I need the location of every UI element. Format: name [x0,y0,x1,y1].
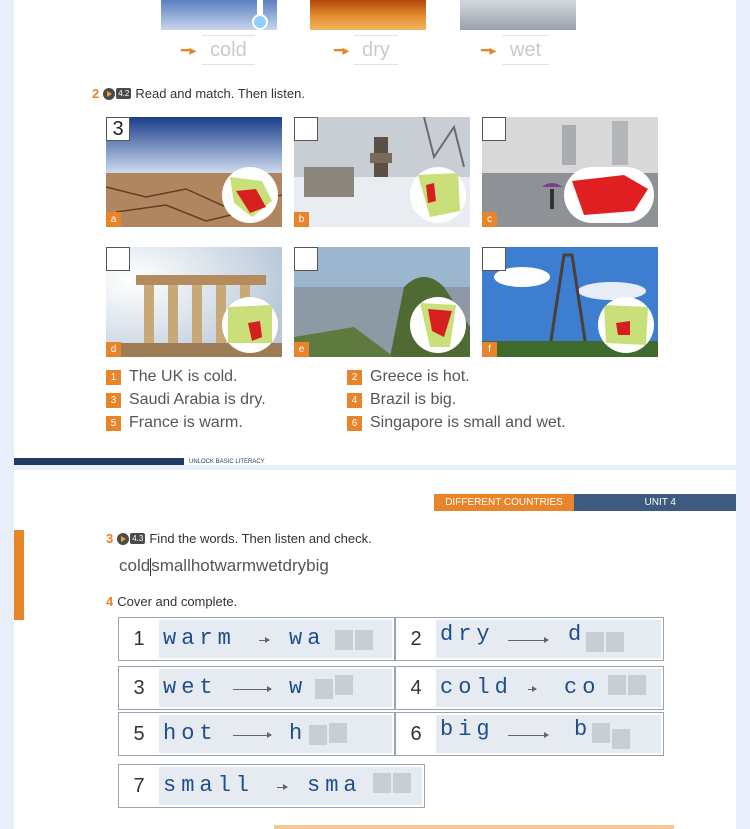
item-number: 3 [133,677,145,699]
full-word: warm [163,626,236,651]
full-word: big [440,717,495,742]
arrow-icon [508,640,548,641]
sentence-6: 6 Singapore is small and wet. [347,414,566,432]
blank-box[interactable] [586,632,604,652]
workbook-page-top [14,0,736,465]
word-snake-rest: smallhotwarmwetdrybig [151,556,329,575]
word-snake [119,556,329,576]
blank-box[interactable] [335,630,353,650]
item-number: 7 [133,775,145,797]
exercise-4-heading [106,594,237,609]
section-title: DIFFERENT COUNTRIES [434,494,574,511]
photo-f-france [482,247,658,357]
answer-box[interactable] [482,117,506,141]
exercise-instruction: Find the words. Then listen and check. [149,531,372,546]
audio-icon[interactable]: 4.2 [103,88,131,100]
photo-b-uk-snow [294,117,470,227]
cover-item-1 [118,617,395,661]
unit-header [434,494,736,511]
partial-word: b [574,717,593,742]
blank-box[interactable] [315,679,333,699]
exercise-instruction: Cover and complete. [117,594,238,609]
exercise-3-heading [106,531,372,546]
top-word-cold: cold [202,35,255,65]
sentence-2: 2 Greece is hot. [347,368,470,386]
arrow-icon: ━▸ [481,42,497,58]
top-word-wet: wet [502,35,549,65]
workbook-page-bottom [14,470,736,829]
item-number: 5 [133,723,145,745]
blank-box[interactable] [592,723,610,743]
photo-letter: c [482,212,497,227]
cold-photo [161,0,277,30]
exercise-number: 3 [106,531,114,546]
map-greece [222,297,278,353]
photo-letter: b [294,212,309,227]
footer-text: UNLOCK BASIC LITERACY [189,459,265,465]
full-word: cold [440,675,513,700]
blank-box[interactable] [612,729,630,749]
answer-box[interactable] [106,247,130,271]
sentence-1: 1 The UK is cold. [106,368,237,386]
audio-icon[interactable]: 4.3 [117,533,145,545]
arrow-icon: ━▸ [181,42,197,58]
cover-item-2 [395,617,664,661]
partial-word: wa [289,626,326,651]
arrow-icon [528,689,536,690]
map-brazil [410,297,466,353]
photo-c-singapore-rain [482,117,658,227]
blank-box[interactable] [355,630,373,650]
partial-word: d [568,622,587,647]
photo-a-desert [106,117,282,227]
exercise-number: 4 [106,594,114,609]
partial-word: co [564,675,601,700]
blank-box[interactable] [335,675,353,695]
photo-e-brazil [294,247,470,357]
partial-word: sma [307,773,362,798]
cover-item-4 [395,666,664,710]
item-number: 6 [410,723,422,745]
footer-bar [14,458,184,465]
full-word: wet [163,675,218,700]
blank-box[interactable] [608,675,626,695]
photo-letter: f [482,342,497,357]
exercise-2-heading [92,86,305,101]
full-word: dry [440,622,495,647]
cover-item-5 [118,712,395,756]
unit-label: UNIT 4 [644,497,676,508]
answer-box[interactable] [482,247,506,271]
blank-box[interactable] [393,773,411,793]
blank-box[interactable] [329,723,347,743]
partial-word: w [289,675,308,700]
arrow-icon: ━▸ [334,42,350,58]
answer-box[interactable] [294,117,318,141]
thermometer-icon [161,0,277,30]
partial-word: h [289,721,308,746]
cover-item-7 [118,764,425,808]
wet-photo [460,0,576,30]
sentence-4: 4 Brazil is big. [347,391,456,409]
photo-letter: d [106,342,121,357]
map-uk [410,167,466,223]
full-word: small [163,773,255,798]
item-number: 2 [410,628,422,650]
top-word-dry: dry [354,35,398,65]
item-number: 1 [133,628,145,650]
answer-box[interactable] [294,247,318,271]
cover-item-3 [118,666,395,710]
word-snake-found: cold [119,556,151,575]
photo-letter: a [106,212,121,227]
photo-letter: e [294,342,309,357]
exercise-instruction: Read and match. Then listen. [135,86,305,101]
map-saudi-arabia [222,167,278,223]
map-france [598,297,654,353]
arrow-icon [233,735,271,736]
sentence-5: 5 France is warm. [106,414,243,432]
answer-box[interactable]: 3 [106,117,130,141]
cover-item-6 [395,712,664,756]
arrow-icon [277,787,287,788]
blank-box[interactable] [373,773,391,793]
item-number: 4 [410,677,422,699]
blank-box[interactable] [606,632,624,652]
dry-photo [310,0,426,30]
arrow-icon [508,735,548,736]
arrow-icon [233,689,271,690]
full-word: hot [163,721,218,746]
blank-box[interactable] [309,725,327,745]
blank-box[interactable] [628,675,646,695]
map-singapore [564,167,654,223]
sentence-3: 3 Saudi Arabia is dry. [106,391,266,409]
photo-d-greece [106,247,282,357]
next-exercise-strip [274,825,674,829]
exercise-number: 2 [92,86,100,101]
side-tab [14,530,24,620]
arrow-icon [259,640,269,641]
